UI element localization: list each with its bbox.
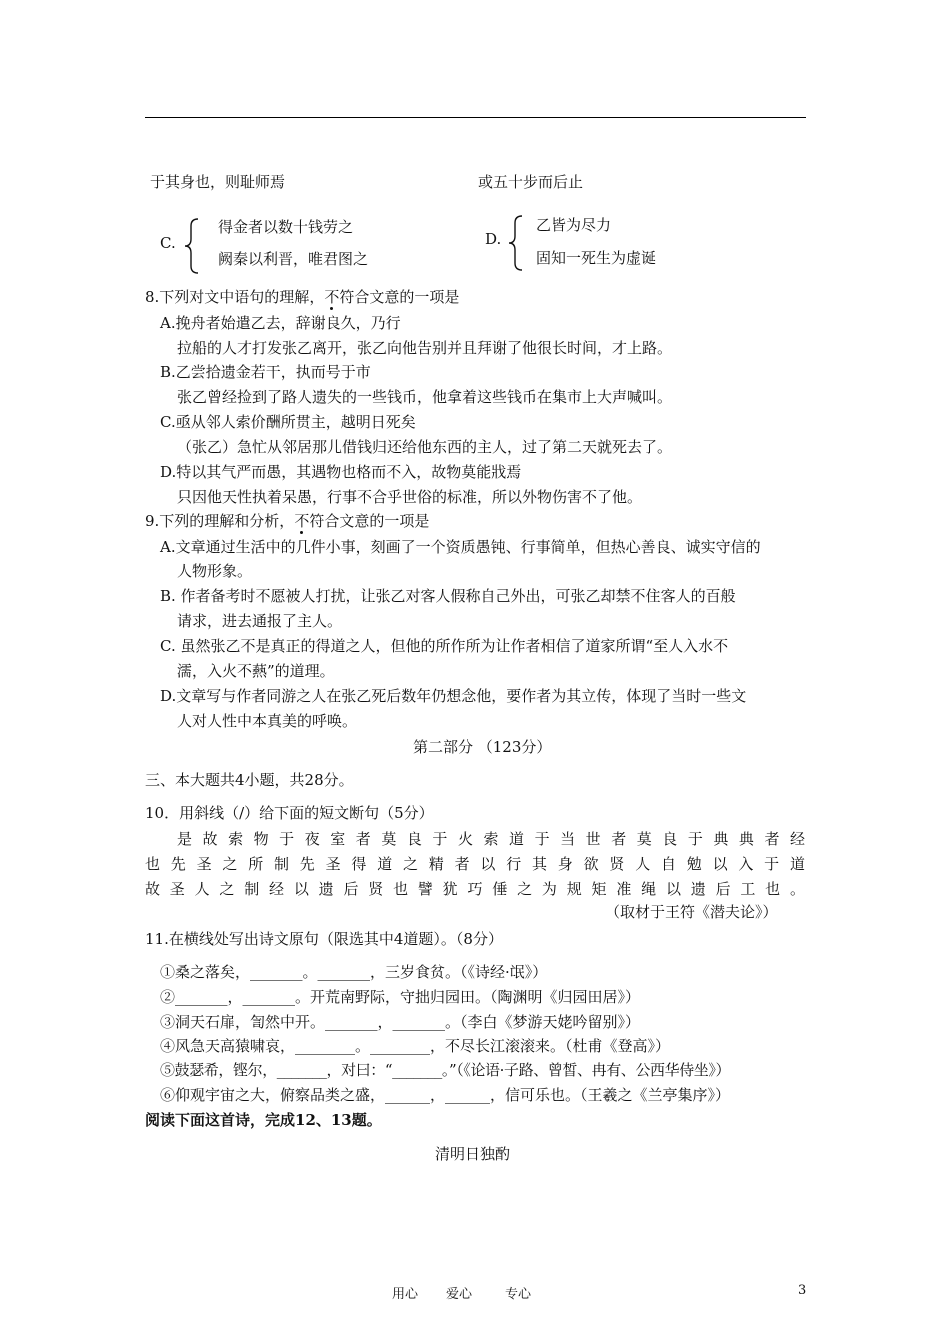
q11-item: ②_______，_______。开荒南野际，守拙归园田。（陶渊明《归园田居》） <box>160 988 641 1006</box>
q8-option-d: D.特以其气严而愚，其遇物也格而不入，故物莫能戕焉 <box>160 463 522 481</box>
q9-option-d: D.文章写与作者同游之人在张乙死后数年仍想念他，要作者为其立传，体现了当时一些文 <box>160 687 747 705</box>
question-10-stem: 10．用斜线（/）给下面的短文断句（5分） <box>145 804 434 822</box>
q8-option-c-answer: （张乙）急忙从邻居那儿借钱归还给他东西的主人，过了第二天就死去了。 <box>177 438 673 456</box>
left-brace-icon <box>184 218 200 274</box>
q9-option-b-cont: 请求，进去通报了主人。 <box>177 612 343 630</box>
q8-option-c: C.亟从邻人索价酬所贯主，越明日死矣 <box>160 413 416 431</box>
q8-option-b-answer: 张乙曾经捡到了路人遗失的一些钱币，他拿着这些钱币在集市上大声喊叫。 <box>177 388 673 406</box>
q8-option-a-answer: 拉船的人才打发张乙离开，张乙向他告别并且拜谢了他很长时间，才上路。 <box>177 339 673 357</box>
option-c-line1: 得金者以数十钱劳之 <box>218 218 354 236</box>
q9-option-d-cont: 人对人性中本真美的呼唤。 <box>177 712 358 730</box>
option-line: 于其身也，则耻师焉 <box>150 173 286 191</box>
option-line: 或五十步而后止 <box>478 173 584 191</box>
option-d-line2: 固知一死生为虚诞 <box>536 249 657 267</box>
option-d-label: D. <box>485 230 502 248</box>
question-11-stem: 11.在横线处写出诗文原句（限选其中4道题）。（8分） <box>145 930 503 948</box>
q11-item: ⑥仰观宇宙之大，俯察品类之盛，______，______，信可乐也。（王羲之《兰亭集序》） <box>160 1086 731 1104</box>
footer-slogan-1: 用心 <box>392 1287 419 1302</box>
option-c-label: C. <box>160 234 176 252</box>
question-9-stem: 9.下列的理解和分析，不符合文意的一项是 <box>145 512 430 530</box>
option-c-line2: 阙秦以利晋，唯君图之 <box>218 250 369 268</box>
q9-option-a-cont: 人物形象。 <box>177 562 253 580</box>
q9-option-c: C. 虽然张乙不是真正的得道之人，但他的所作所为让作者相信了道家所谓“至人入水不 <box>160 637 729 655</box>
left-brace-icon <box>508 215 524 271</box>
q8-option-b: B.乙尝拾遗金若干，执而号于市 <box>160 363 371 381</box>
q11-item: ④风急天高猿啸哀，________。________，不尽长江滚滚来。（杜甫《登高》） <box>160 1037 671 1055</box>
q10-text-line: 故圣人之制经以遗后贤也譬犹巧倕之为规矩准绳以遗后工也。 <box>145 880 805 898</box>
q9-option-c-cont: 濡，入火不爇”的道理。 <box>177 662 335 680</box>
footer-slogan-3: 专心 <box>505 1287 532 1302</box>
q11-item: ③洞天石扉，訇然中开。_______，_______。（李白《梦游天姥吟留别》） <box>160 1013 641 1031</box>
page-number: 3 <box>798 1283 807 1298</box>
q10-text-line: 是故索物于夜室者莫良于火索道于当世者莫良于典典者经 <box>177 830 805 848</box>
footer-slogan-2: 爱心 <box>446 1287 473 1302</box>
section-three-heading: 三、本大题共4小题，共28分。 <box>145 771 354 789</box>
q10-source: （取材于王符《潜夫论》） <box>605 903 778 921</box>
part-two-heading: 第二部分 （123分） <box>413 738 552 756</box>
reading-prompt: 阅读下面这首诗，完成12、13题。 <box>145 1111 382 1129</box>
header-rule <box>145 117 806 118</box>
q11-item: ①桑之落矣，_______。_______，三岁食贫。（《诗经·氓》） <box>160 963 548 981</box>
q8-option-a: A.挽舟者始遣乙去，辞谢良久，乃行 <box>160 314 401 332</box>
q9-option-a: A.文章通过生活中的几件小事，刻画了一个资质愚钝、行事简单，但热心善良、诚实守信的 <box>160 538 761 556</box>
q9-option-b: B. 作者备考时不愿被人打扰，让张乙对客人假称自己外出，可张乙却禁不住客人的百般 <box>160 587 736 605</box>
option-d-line1: 乙皆为尽力 <box>536 216 612 234</box>
q10-text-line: 也先圣之所制先圣得道之精者以行其身欲贤人自勉以入于道 <box>145 855 805 873</box>
question-8-stem: 8.下列对文中语句的理解，不符合文意的一项是 <box>145 288 460 306</box>
q8-option-d-answer: 只因他天性执着呆愚，行事不合乎世俗的标准，所以外物伤害不了他。 <box>177 488 643 506</box>
poem-title: 清明日独酌 <box>435 1145 511 1163</box>
q11-item: ⑤鼓瑟希，铿尔，_______，对曰：“_______。”（《论语·子路、曾皙、冉有、公西华侍坐》） <box>160 1061 731 1079</box>
